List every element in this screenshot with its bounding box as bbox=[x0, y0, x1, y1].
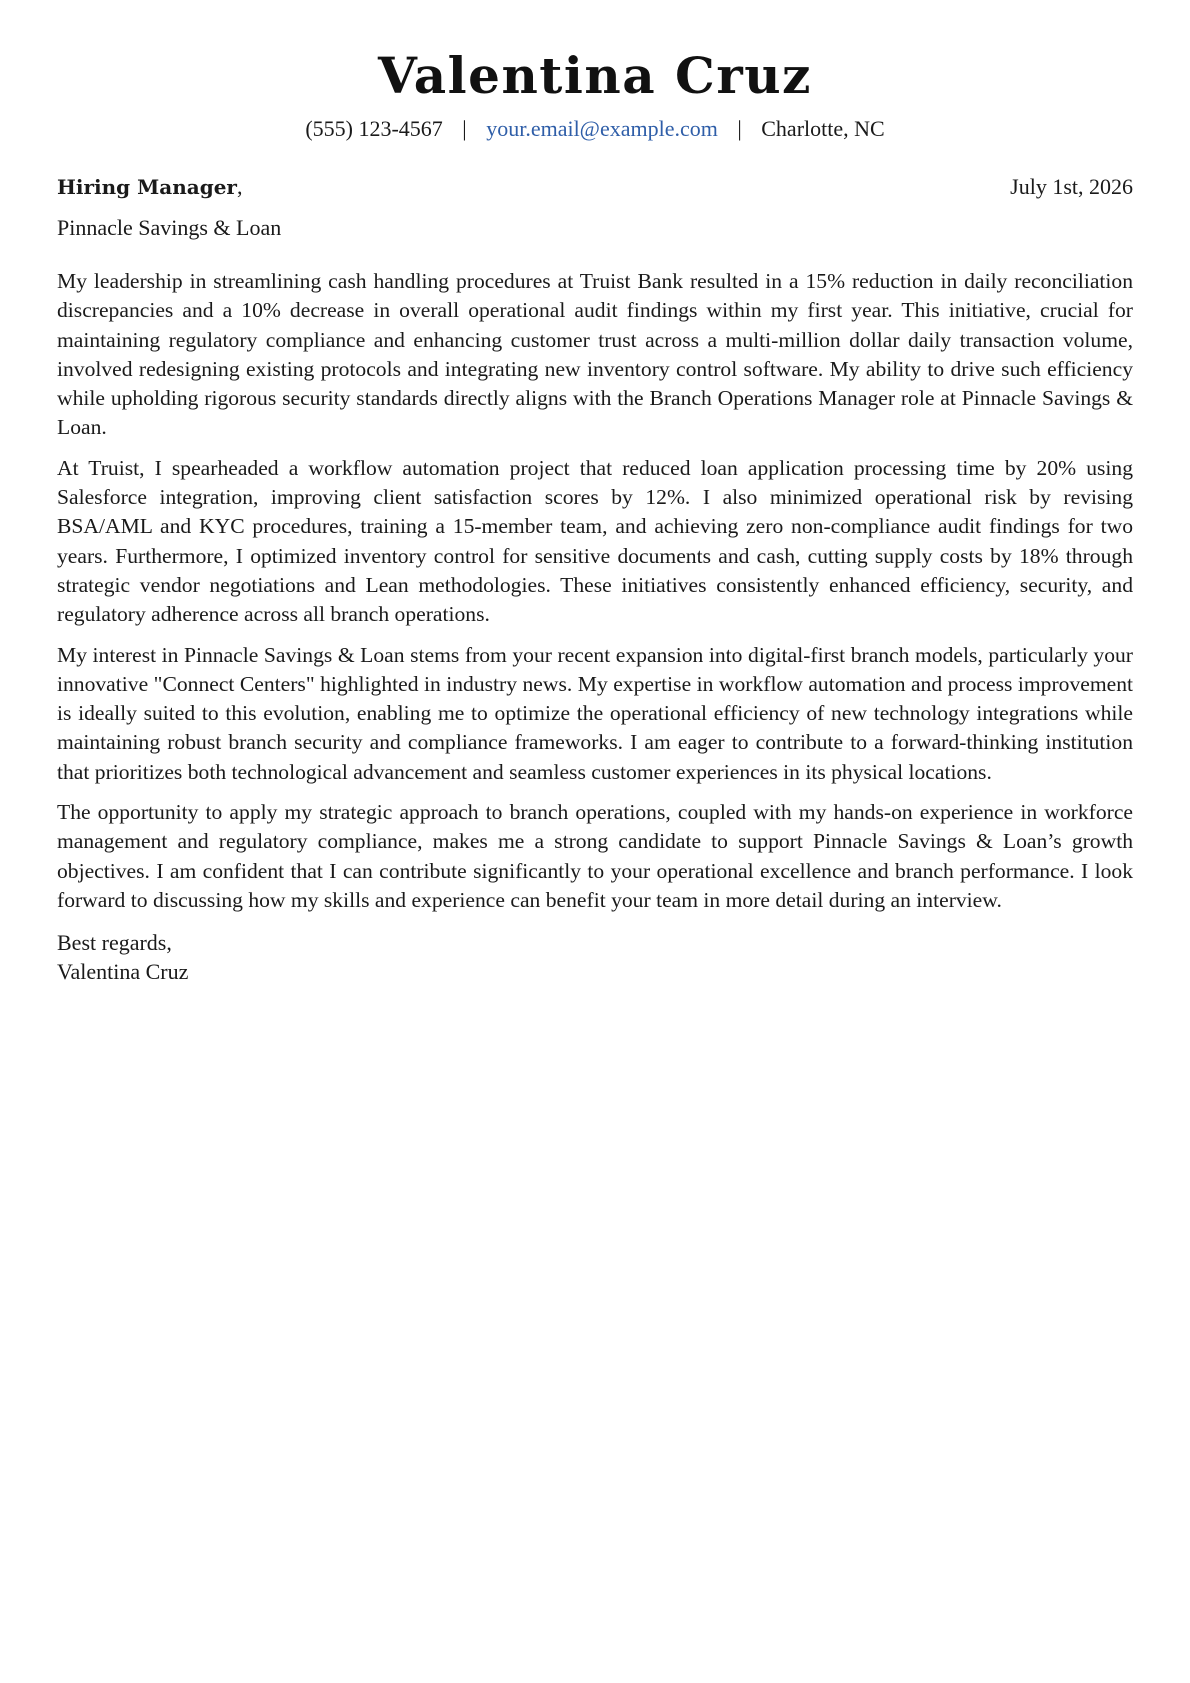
body-paragraph: My leadership in streamlining cash handling procedures at Truist Bank resulted in a 15% reduction in daily reconciliation discrepancies and a 10% decrease in overall operational audit findings within my first year. This initiative, crucial for maintaining regulatory compliance and enhancing customer trust across a multi-million dollar daily transaction volume, involved redesigning existing protocols and integrating new inventory control software. My ability to drive such efficiency while upholding rigorous security standards directly aligns with the Branch Operations Manager role at Pinnacle Savings & Loan. bbox=[57, 269, 1133, 440]
letter-body bbox=[57, 267, 1133, 915]
contact-line bbox=[57, 114, 1133, 144]
contact-separator: | bbox=[462, 116, 467, 141]
applicant-name: Valentina Cruz bbox=[378, 46, 812, 105]
recipient-company: Pinnacle Savings & Loan bbox=[57, 215, 282, 240]
email-link[interactable]: your.email@example.com bbox=[486, 116, 718, 141]
recipient-salutation bbox=[57, 173, 242, 201]
recipient-title-suffix: , bbox=[236, 174, 243, 199]
contact-separator: | bbox=[737, 116, 742, 141]
recipient-date-row bbox=[57, 173, 1133, 201]
recipient-title: Hiring Manager bbox=[57, 175, 237, 199]
letter-closing bbox=[57, 928, 1133, 986]
phone-number: (555) 123-4567 bbox=[305, 116, 443, 141]
body-paragraph: The opportunity to apply my strategic approach to branch operations, coupled with my hands-on experience in workforce management and regulatory compliance, makes me a strong candidate to support Pinnacle Savings & Loan’s growth objectives. I am confident that I can contribute significantly to your operational excellence and branch performance. I look forward to discussing how my skills and experience can benefit your team in more detail during an interview. bbox=[57, 800, 1133, 912]
body-paragraph: My interest in Pinnacle Savings & Loan stems from your recent expansion into digital-first branch models, particularly your innovative "Connect Centers" highlighted in industry news. My expertise in workflow automation and process improvement is ideally suited to this evolution, enabling me to optimize the operational efficiency of new technology integrations while maintaining robust branch security and compliance frameworks. I am eager to contribute to a forward-thinking institution that prioritizes both technological advancement and seamless customer experiences in its physical locations. bbox=[57, 642, 1133, 784]
body-paragraph: At Truist, I spearheaded a workflow automation project that reduced loan application processing time by 20% using Salesforce integration, improving client satisfaction scores by 12%. I also minimized operational risk by revising BSA/AML and KYC procedures, training a 15-member team, and achieving zero non-compliance audit findings for two years. Furthermore, I optimized inventory control for sensitive documents and cash, cutting supply costs by 18% through strategic vendor negotiations and Lean methodologies. These initiatives consistently enhanced efficiency, security, and regulatory adherence across all branch operations. bbox=[57, 455, 1133, 627]
closing-salutation: Best regards, bbox=[57, 930, 172, 956]
letter-date: July 1st, 2026 bbox=[1010, 174, 1133, 199]
closing-signature: Valentina Cruz bbox=[57, 959, 189, 985]
location: Charlotte, NC bbox=[761, 116, 885, 141]
